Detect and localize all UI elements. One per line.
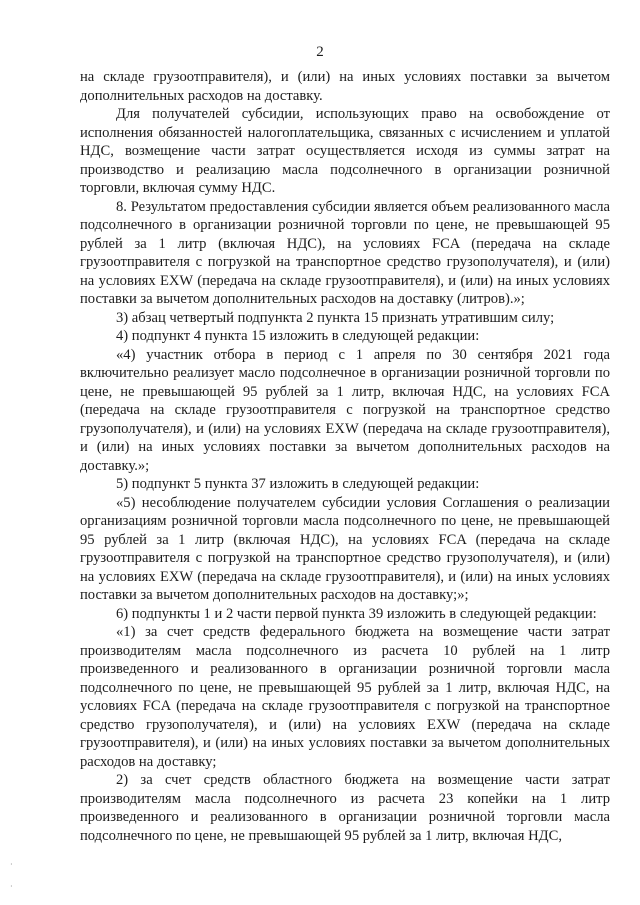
margin-dot: · xyxy=(10,860,13,869)
paragraph-item-8: 8. Результатом предоставления субсидии является объем реализованного масла подсолнечного в организации розничной торговли по цене, не превышающей 95 рублей за 1 литр (включая НДС), на условиях FCA (передача на складе грузоотправителя с погрузкой на транспортное средство грузополучателя), и (или) на условиях EXW (передача на складе грузоотправителя), и (или) на иных условиях поставки за вычетом дополнительных расходов на доставку (литров).»; xyxy=(80,198,610,307)
page-number: 2 xyxy=(316,44,324,60)
paragraph-amendment-5: 5) подпункт 5 пункта 37 изложить в следующей редакции: xyxy=(116,476,480,492)
paragraph-vat-exemption: Для получателей субсидии, использующих право на освобождение от исполнения обязанностей налогоплательщика, связанных с исчислением и уплатой НДС, возмещение части затрат осуществляется исходя из суммы затрат на производство и реализацию масла подсолнечного в организации розничной торговли, включая сумму НДС. xyxy=(80,106,610,196)
paragraph-amendment-6-sub1: «1) за счет средств федерального бюджета на возмещение части затрат производителям масла подсолнечного из расчета 10 рублей на 1 литр произведенного и реализованного в организации розничной торговли масла подсолнечного по цене, не превышающей 95 рублей за 1 литр, включая НДС, на условиях FCA (передача на складе грузоотправителя с погрузкой на транспортное средство грузополучателя), и (или) на условиях EXW (передача на складе грузоотправителя), и (или) на иных условиях поставки за вычетом дополнительных расходов на доставку; xyxy=(80,624,610,770)
margin-dot: · xyxy=(10,882,13,891)
paragraph-amendment-5-text: «5) несоблюдение получателем субсидии условия Соглашения о реализации организациям розничной торговли масла подсолнечного по цене, не превышающей 95 рублей за 1 литр (включая НДС), на условиях FCA (передача на складе грузоотправителя с погрузкой на транспортное средство грузополучателя), и (или) на условиях EXW (передача на складе грузоотправителя), и (или) на иных условиях поставки за вычетом дополнительных расходов на доставку;»; xyxy=(80,494,610,603)
paragraph-amendment-6: 6) подпункты 1 и 2 части первой пункта 39 изложить в следующей редакции: xyxy=(116,605,597,622)
paragraph-continuation: на складе грузоотправителя), и (или) на иных условиях поставки за вычетом дополнительных расходов на доставку. xyxy=(80,69,610,104)
paragraph-amendment-4: 4) подпункт 4 пункта 15 изложить в следующей редакции: xyxy=(116,328,480,344)
paragraph-amendment-4-text: «4) участник отбора в период с 1 апреля по 30 сентября 2021 года включительно реализует масло подсолнечное в организации розничной торговли по цене, не превышающей 95 рублей за 1 литр, включая НДС, на условиях FCA (передача на складе грузоотправителя с погрузкой на транспортное средство грузополучателя), и (или) на условиях EXW (передача на складе грузоотправителя), и (или) на иных условиях поставки за вычетом дополнительных расходов на доставку.»; xyxy=(80,346,610,474)
paragraph-amendment-6-sub2: 2) за счет средств областного бюджета на возмещение части затрат производителям масла подсолнечного из расчета 23 копейки на 1 литр произведенного и реализованного в организации розничной торговли масла подсолнечного по цене, не превышающей 95 рублей за 1 литр, включая НДС, xyxy=(80,772,610,844)
document-body xyxy=(80,68,610,845)
paragraph-amendment-3: 3) абзац четвертый подпункта 2 пункта 15 признать утратившим силу; xyxy=(116,309,555,326)
